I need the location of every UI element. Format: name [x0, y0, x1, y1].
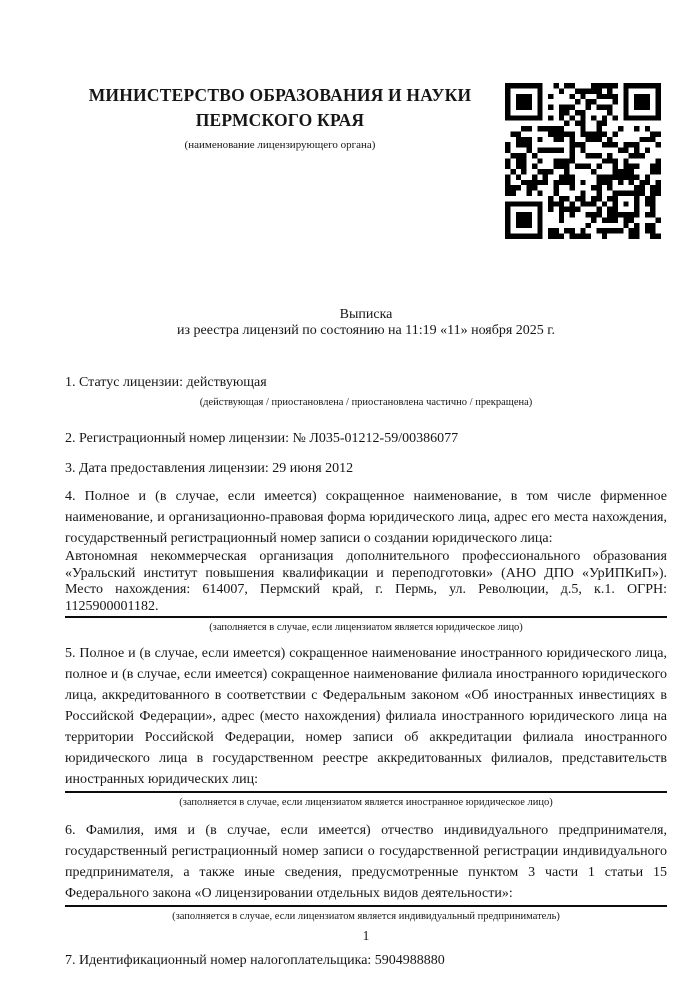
item-1-license-status: 1. Статус лицензии: действующая [65, 375, 267, 390]
ministry-name-line2: ПЕРМСКОГО КРАЯ [195, 110, 365, 130]
extract-subtitle: из реестра лицензий по состоянию на 11:19 «11» ноября 2025 г. [177, 323, 555, 338]
page-number: 1 [362, 928, 370, 943]
extract-title-block [65, 307, 667, 339]
item-1-status-options-caption: (действующая / приостановлена / приостановлена частично / прекращена) [199, 397, 533, 408]
item-5-foreign-entity-statement: 5. Полное и (в случае, если имеется) сокращенное наименование иностранного юридического лица, полное и (в случае, если имеется) сокращенное наименование филиала иностранного юридического лица, аккредитованного в соответствии с Федеральным законом «Об иностранных инвестициях в Российской Федерации», адрес (место нахождения) филиала иностранного юридического лица на территории Российской Федерации, номер записи об аккредитации филиала иностранного юридического лица в государственном реестре аккредитованных филиалов, представительств иностранных юридических лиц: [65, 646, 667, 787]
item-5-fill-line [65, 791, 667, 793]
item-4-caption: (заполняется в случае, если лицензиатом является юридическое лицо) [209, 622, 523, 633]
item-4-legal-entity-statement: 4. Полное и (в случае, если имеется) сокращенное наименование, в том числе фирменное наименование, и организационно-правовая форма юридического лица, адрес его места нахождения, государственный регистрационный номер записи о создании юридического лица: [65, 489, 667, 546]
item-6-fill-line [65, 905, 667, 907]
document-header [65, 83, 667, 239]
item-7-taxpayer-number: 7. Идентификационный номер налогоплательщика: 5904988880 [65, 953, 445, 968]
item-4-fill-line [65, 616, 667, 618]
ministry-name-line1: МИНИСТЕРСТВО ОБРАЗОВАНИЯ И НАУКИ [88, 85, 472, 105]
qr-code [505, 83, 661, 239]
item-6-entrepreneur-statement: 6. Фамилия, имя и (в случае, если имеется) отчество индивидуального предпринимателя, государственный регистрационный номер записи о государственной регистрации индивидуального предпринимателя, а также иные сведения, предусмотренные пунктом 3 части 1 статьи 15 Федерального закона «О лицензировании отдельных видов деятельности»: [65, 823, 667, 901]
item-3-grant-date: 3. Дата предоставления лицензии: 29 июня 2012 [65, 461, 354, 476]
item-4-legal-entity-answer: Автономная некоммерческая организация дополнительного профессионального образования «Уральский институт повышения квалификации и переподготовки» (АНО ДПО «УрИПКиП»). Место нахождения: 614007, Пермский край, г. Пермь, ул. Революции, д.5, к.1. ОГРН: 1125900001182. [65, 549, 667, 614]
item-6-caption: (заполняется в случае, если лицензиатом является индивидуальный предприниматель) [172, 911, 560, 922]
licensing-authority-block [65, 83, 495, 152]
item-5-caption: (заполняется в случае, если лицензиатом является иностранное юридическое лицо) [179, 797, 553, 808]
item-2-registration-number: 2. Регистрационный номер лицензии: № Л035-01212-59/00386077 [65, 431, 459, 446]
extract-title: Выписка [339, 307, 393, 322]
qr-code-icon [505, 83, 661, 239]
licensing-authority-caption: (наименование лицензирующего органа) [184, 139, 376, 151]
